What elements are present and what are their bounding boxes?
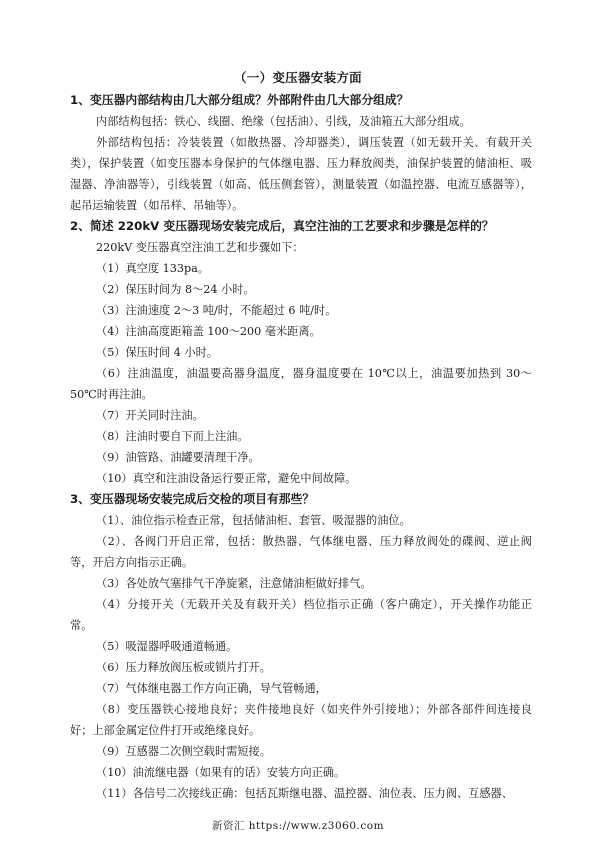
q2-paragraph: （5）保压时间 4 小时。 <box>96 346 219 359</box>
q2-paragraph: （10）真空和注油设备运行要正常，避免中间故障。 <box>96 472 357 485</box>
q2-paragraph: （4）注油高度距箱盖 100～200 毫米距离。 <box>96 325 321 338</box>
q2-paragraph: （1）真空度 133pa。 <box>96 262 209 275</box>
q3-paragraph: （3）各处放气塞排气干净旋紧，注意储油柜做好排气。 <box>96 577 372 590</box>
question-3-title: 3、变压器现场安装完成后交检的项目有那些？ <box>70 492 315 506</box>
section-title: （一）变压器安装方面 <box>233 70 362 85</box>
q3-paragraph: （6）压力释放阀压板或锁片打开。 <box>96 661 271 674</box>
q1-paragraph: 内部结构包括：铁心、线圈、绝缘（包括油）、引线，及油箱五大部分组成。 <box>96 115 471 128</box>
q2-paragraph: （2）保压时间为 8～24 小时。 <box>96 283 255 296</box>
q2-paragraph: （3）注油速度 2～3 吨/时，不能超过 6 吨/时。 <box>96 304 337 317</box>
question-1-title: 1、变压器内部结构由几大部分组成？外部附件由几大部分组成？ <box>70 93 409 107</box>
q3-paragraph: （10）油流继电器（如果有的话）安装方向正确。 <box>96 766 346 779</box>
q3-paragraph: （8）变压器铁心接地良好；夹件接地良好（如夹件外引接地）；外部各部件间连接良好；上部金属定位件打开或绝缘良好。 <box>70 703 532 737</box>
q3-paragraph: （9）互感器二次侧空载时需短接。 <box>96 745 271 758</box>
question-2-title: 2、简述 220kV 变压器现场安装完成后，真空注油的工艺要求和步骤是怎样的？ <box>70 219 494 233</box>
q1-paragraph: 外部结构包括：冷装装置（如散热器、冷却器类），调压装置（如无载开关、有载开关类），保护装置（如变压器本身保护的气体继电器、压力释放阀类，油保护装置的储油柜、吸湿器、净油器等），引线装置（如高、低压侧套管），测量装置（如温控器、电流互感器等），起吊运输装置（如吊样、吊轴等）。 <box>70 136 532 212</box>
q2-paragraph: （7）开关同时注油。 <box>96 409 204 422</box>
q2-paragraph: （6）注油温度，油温要高器身温度，器身温度要在 10℃以上，油温要加热到 30～50℃时再注油。 <box>70 367 532 401</box>
q3-paragraph: （7）气体继电器工作方向正确，导气管畅通， <box>96 682 327 695</box>
q3-paragraph: （11）各信号二次接线正确：包括瓦斯继电器、温控器、油位表、压力阀、互感器、 <box>96 787 513 800</box>
q2-paragraph: （8）注油时要自下而上注油。 <box>96 430 249 443</box>
q3-paragraph: （4）分接开关（无载开关及有载开关）档位指示正确（客户确定），开关操作功能正常。 <box>70 598 532 632</box>
q3-paragraph: （5）吸湿器呼吸通道畅通。 <box>96 640 238 653</box>
q3-paragraph: （1）、油位指示检查正常，包括储油柜、套管、吸湿器的油位。 <box>96 514 411 527</box>
q3-paragraph: （2）、各阀门开启正常，包括：散热器、气体继电器、压力释放阀处的碟阀、逆止阀等，开启方向指示正确。 <box>70 535 532 569</box>
q2-paragraph: 220kV 变压器真空注油工艺和步骤如下： <box>96 241 304 254</box>
document-body <box>70 90 532 804</box>
page-footer: 新资汇 https://www.z3060.com <box>211 820 385 832</box>
q2-paragraph: （9）油管路、油罐要清理干净。 <box>96 451 260 464</box>
